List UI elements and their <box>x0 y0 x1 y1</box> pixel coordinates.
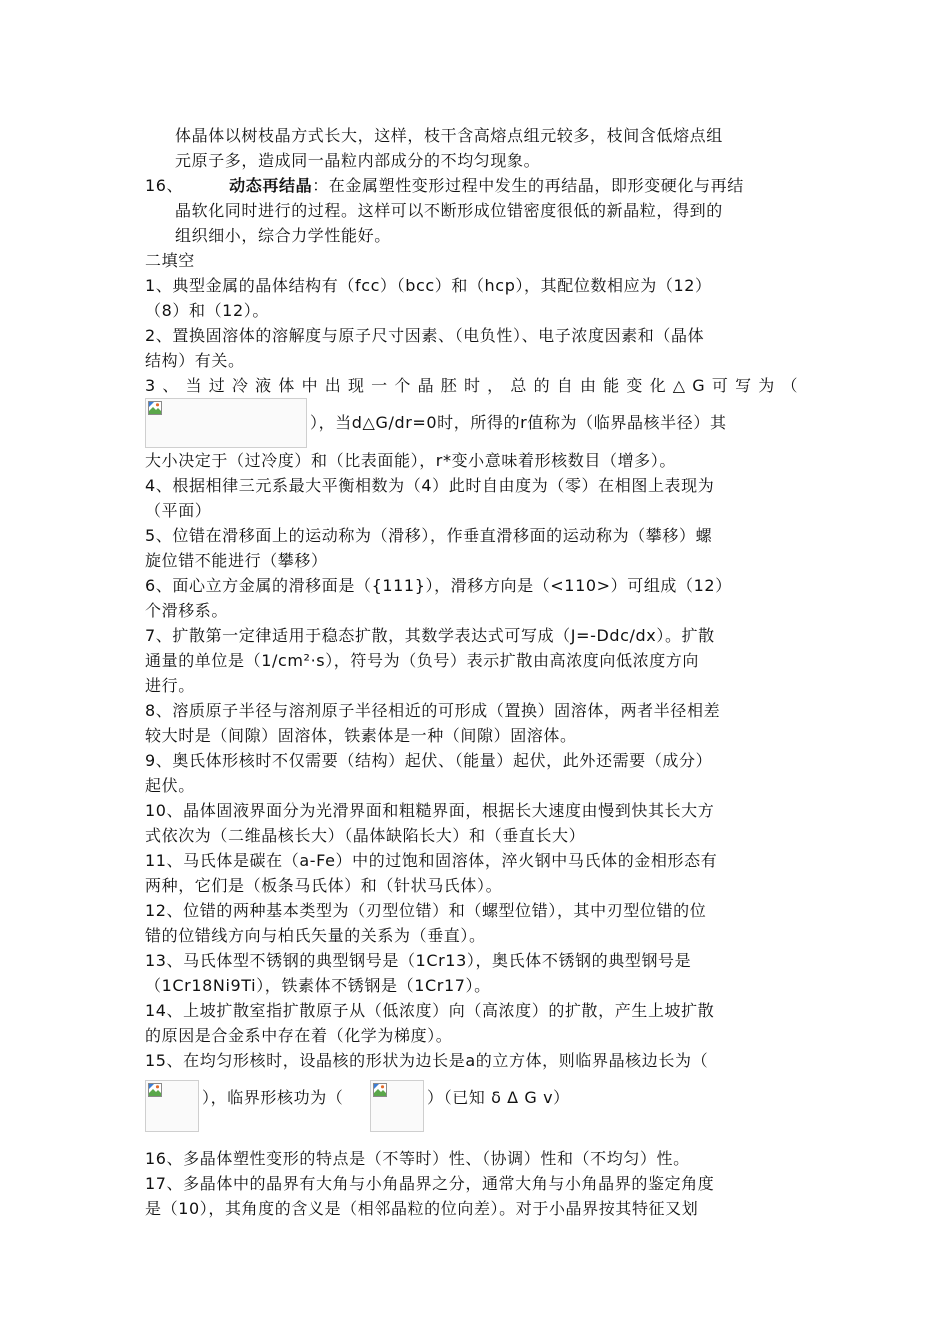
formula-image <box>145 398 307 448</box>
text-line: 结构）有关。 <box>145 351 245 370</box>
text-line: 8、溶质原子半径与溶剂原子半径相近的可形成（置换）固溶体，两者半径相差 <box>145 701 721 720</box>
formula-image <box>145 1080 199 1132</box>
text-line: 大小决定于（过冷度）和（比表面能），r*变小意味着形核数目（增多）。 <box>145 451 676 470</box>
definition-16 <box>145 173 810 198</box>
text-line: 14、上坡扩散室指扩散原子从（低浓度）向（高浓度）的扩散，产生上坡扩散 <box>145 1001 715 1020</box>
broken-image-icon <box>373 1083 387 1097</box>
text-line: （平面） <box>145 501 212 520</box>
text-line: 10、晶体固液界面分为光滑界面和粗糙界面，根据长大速度由慢到快其长大方 <box>145 801 715 820</box>
text-line: 17、多晶体中的晶界有大角与小角晶界之分，通常大角与小角晶界的鉴定角度 <box>145 1174 715 1193</box>
text-line: （1Cr18Ni9Ti），铁素体不锈钢是（1Cr17）。 <box>145 976 491 995</box>
text-line: ）（已知 δ Δ G v） <box>427 1088 570 1107</box>
text-line: 1、典型金属的晶体结构有（fcc）（bcc）和（hcp），其配位数相应为（12） <box>145 276 712 295</box>
text-line: 体晶体以树枝晶方式长大，这样，枝干含高熔点组元较多，枝间含低熔点组 <box>175 126 723 145</box>
item-number: 16、 <box>145 176 184 195</box>
formula-image <box>370 1080 424 1132</box>
text-line: （8）和（12）。 <box>145 301 269 320</box>
text-line: 晶软化同时进行的过程。这样可以不断形成位错密度很低的新晶粒，得到的 <box>175 201 723 220</box>
text-line: 个滑移系。 <box>145 601 229 620</box>
text-line: 13、马氏体型不锈钢的典型钢号是（1Cr13），奥氏体不锈钢的典型钢号是 <box>145 951 692 970</box>
text-line: 5、位错在滑移面上的运动称为（滑移），作垂直滑移面的运动称为（攀移）螺 <box>145 526 713 545</box>
text-line: 错的位错线方向与柏氏矢量的关系为（垂直）。 <box>145 926 486 945</box>
text-line: 4、根据相律三元系最大平衡相数为（4）此时自由度为（零）在相图上表现为 <box>145 476 715 495</box>
text-line: 3、当过冷液体中出现一个晶胚时，总的自由能变化△G可写为（ <box>145 376 805 395</box>
text-line: 7、扩散第一定律适用于稳态扩散，其数学表达式可写成（J=-Ddc/dx）。扩散 <box>145 626 715 645</box>
text-line: 较大时是（间隙）固溶体，铁素体是一种（间隙）固溶体。 <box>145 726 577 745</box>
broken-image-icon <box>148 401 162 415</box>
text-line: 式依次为（二维晶核长大）（晶体缺陷长大）和（垂直长大） <box>145 826 586 845</box>
term: 动态再结晶 <box>229 176 313 195</box>
text-line: 进行。 <box>145 676 195 695</box>
text-line: 12、位错的两种基本类型为（刃型位错）和（螺型位错），其中刃型位错的位 <box>145 901 707 920</box>
text-line: 15、在均匀形核时，设晶核的形状为边长是a的立方体，则临界晶核边长为（ <box>145 1051 709 1070</box>
text-line: 通量的单位是（1/cm²·s），符号为（负号）表示扩散由高浓度向低浓度方向 <box>145 651 699 670</box>
text-line: 6、面心立方金属的滑移面是（{111}），滑移方向是（<110>）可组成（12） <box>145 576 732 595</box>
text-line: 的原因是合金系中存在着（化学为梯度）。 <box>145 1026 453 1045</box>
text-line: 组织细小，综合力学性能好。 <box>175 226 391 245</box>
text-line: 9、奥氏体形核时不仅需要（结构）起伏、（能量）起伏，此外还需要（成分） <box>145 751 713 770</box>
broken-image-icon <box>148 1083 162 1097</box>
text-line: ），临界形核功为（ <box>202 1088 344 1107</box>
text-line: 2、置换固溶体的溶解度与原子尺寸因素、（电负性）、电子浓度因素和（晶体 <box>145 326 705 345</box>
text-line: 元原子多，造成同一晶粒内部成分的不均匀现象。 <box>175 151 541 170</box>
section-heading: 二填空 <box>145 251 195 270</box>
text-line: ），当d△G/dr=0时，所得的r值称为（临界晶核半径）其 <box>310 413 727 432</box>
text-line: 16、多晶体塑性变形的特点是（不等时）性、（协调）性和（不均匀）性。 <box>145 1149 690 1168</box>
definition-text: ：在金属塑性变形过程中发生的再结晶，即形变硬化与再结 <box>312 176 744 195</box>
text-line: 是（10），其角度的含义是（相邻晶粒的位向差）。对于小晶界按其特征又划 <box>145 1199 699 1218</box>
text-line: 11、马氏体是碳在（a-Fe）中的过饱和固溶体，淬火钢中马氏体的金相形态有 <box>145 851 718 870</box>
text-line: 起伏。 <box>145 776 195 795</box>
text-line: 旋位错不能进行（攀移） <box>145 551 328 570</box>
text-line: 两种，它们是（板条马氏体）和（针状马氏体）。 <box>145 876 503 895</box>
